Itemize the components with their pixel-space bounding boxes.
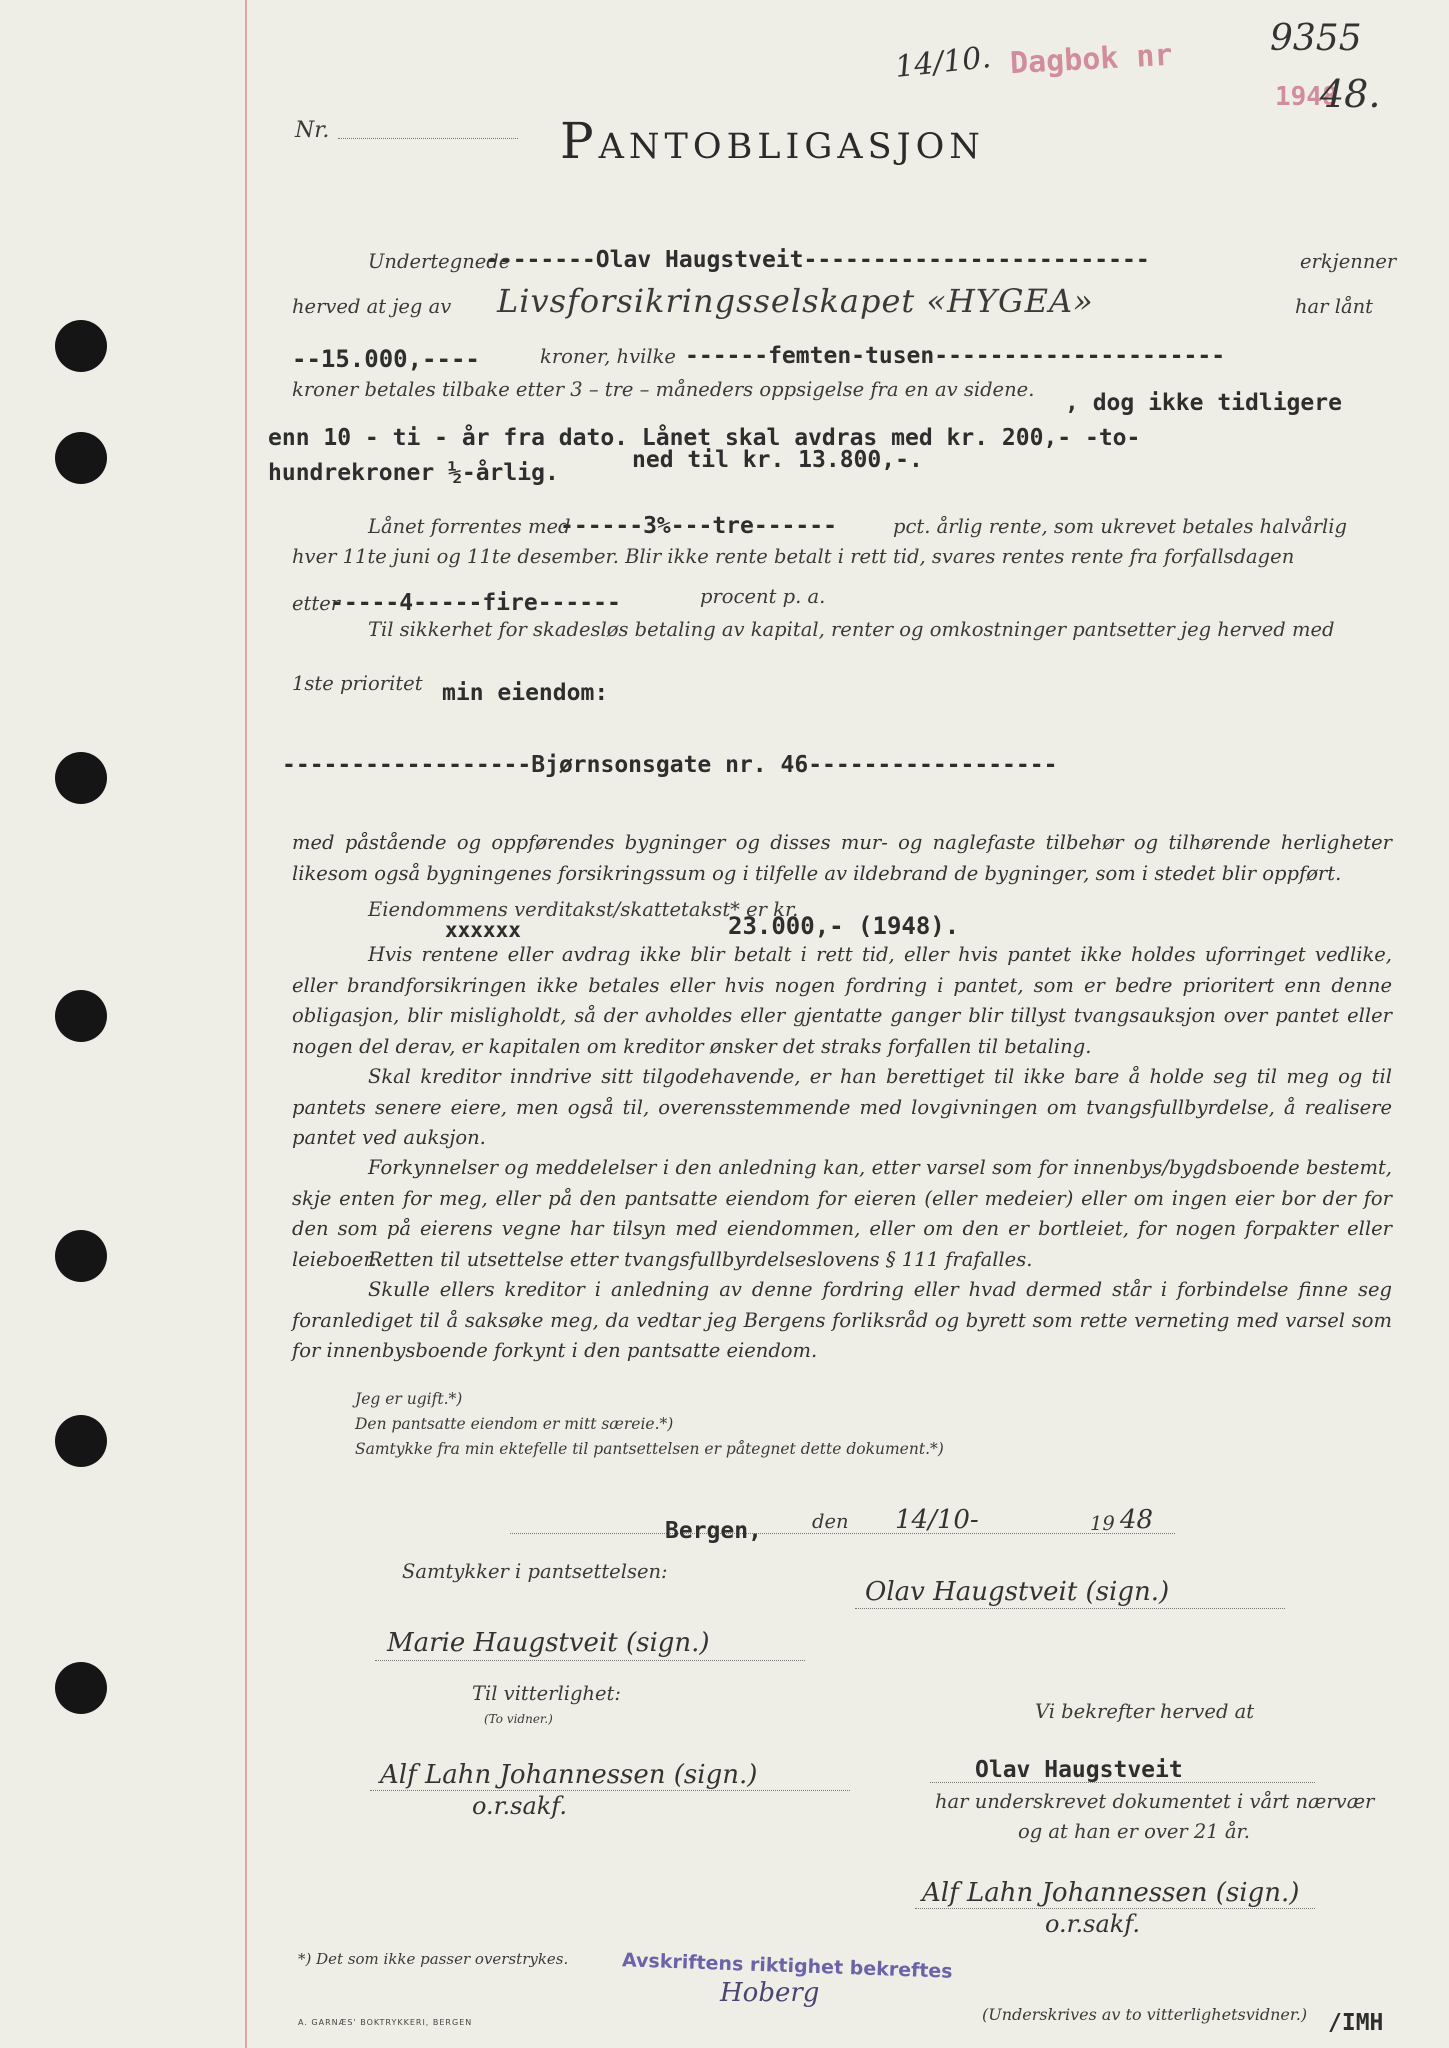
margin-rule [245,0,247,2048]
place-date-line [510,1533,1175,1534]
loan-amount: --15.000,---- [292,345,480,373]
witness-label: Til vitterlighet: [472,1682,621,1705]
property-intro: min eiendom: [442,680,609,706]
consent-label: Samtykker i pantsettelsen: [402,1560,668,1583]
valuation-label: Eiendommens verditakst/skattetakst* er kr. [368,898,799,921]
amount-in-words: ------femten-tusen--------------------- [685,343,1226,369]
herved-label: herved at jeg av [292,295,452,318]
prioritet-label: 1ste prioritet [292,672,423,695]
stamp-signature: Hoberg [720,1978,820,2008]
punch-hole [55,1230,107,1282]
witness2-signature: Alf Lahn Johannessen (sign.) [922,1878,1300,1908]
lender-name: Livsforsikringsselskapet «HYGEA» [497,282,1094,320]
paragraph-buildings: med påstående og oppførendes bygninger og disses mur- og naglefaste tilbehør og tilhørende herligheter likesom også bygningenes forsikringssum og i tilfelle av ildebrand de bygninger, som i stedet blir oppført. [292,831,1392,885]
confirm-text-2: og at han er over 21 år. [1018,1820,1250,1843]
confirm-name-line [930,1782,1315,1783]
printer-credit: A. GARNÆS' BOKTRYKKERI, BERGEN [298,2018,473,2027]
interest-rate: ------3%---tre------ [560,513,837,539]
typed-clause-1: , dog ikke tidligere [1065,390,1342,416]
typed-clause-4: ned til kr. 13.800,-. [632,447,923,473]
certification-stamp: Avskriftens riktighet bekreftes [621,1949,953,1983]
valuation-value: 23.000,- (1948). [728,912,960,940]
year-suffix: 48 [1120,1505,1154,1535]
punch-hole [55,320,107,372]
dagbok-stamp: Dagbok nr [1009,37,1174,82]
spouse-signature: Marie Haugstveit (sign.) [387,1628,710,1658]
kroner-hvilke-text: kroner, hvilke [540,345,676,368]
stamp-year: 1948 [1275,82,1338,112]
property-address: ------------------Bjørnsonsgate nr. 46------------------ [282,752,1058,778]
witness-note: (Underskrives av to vitterlighetsvidner.) [982,2005,1308,2024]
signing-place: Bergen, [665,1518,762,1544]
erkjenner-text: erkjenner [1300,250,1397,273]
witness1-signature: Alf Lahn Johannessen (sign.) [380,1760,758,1790]
debtor-name: --------Olav Haugstveit------------------------- [485,247,1150,273]
undertegnede-label: Undertegnede [368,250,511,273]
paragraph-venue: Skulle ellers kreditor i anledning av denne fordring eller hvad dermed står i forbindelse finne seg foranlediget til å saksøke meg, da vedtar jeg Bergens forliksråd og byrett som rette verneting med varsel som for innenbysboende forkynt i den pantsatte eiendom. [292,1278,1392,1362]
typed-clause-2: enn 10 - ti - år fra dato. Lånet skal avdras med kr. 200,- -to- [268,425,1141,451]
year-prefix: 19 [1090,1512,1115,1535]
paragraph-notices: Forkynnelser og meddelelser i den anledning kan, etter varsel som for innenbys/bygdsboende bestemt, skje enten for meg, eller på den pantsatte eiendom for eieren (eller medeier) eller om ingen eier bor der for den som på eierens vegne har tilsyn med eiendommen, eller om den er bortleiet, for nogen forpakter eller leieboer. [292,1156,1392,1271]
debtor-signature: Olav Haugstveit (sign.) [865,1577,1170,1607]
handwritten-number: 9355 [1270,18,1362,59]
spouse-signature-line [375,1660,805,1661]
witness1-line [370,1790,850,1791]
typed-clause-3: hundrekroner ½-årlig. [268,460,559,486]
procent-label: procent p. a. [700,585,826,608]
declaration-spouse-consent: Samtykke fra min ektefelle til pantsettelsen er påtegnet dette dokument.*) [355,1440,944,1458]
signing-date: 14/10- [895,1505,979,1535]
witness-sub: (To vidner.) [484,1712,553,1726]
nr-line [338,138,518,139]
security-text: Til sikkerhet for skadesløs betaling av kapital, renter og omkostninger pantsetter jeg herved med [368,618,1335,641]
penalty-rate: -----4-----fire------ [330,590,621,616]
witness2-line [915,1908,1315,1909]
punch-hole [55,1415,107,1467]
document-title: Pantobligasjon [560,112,985,170]
confirm-label: Vi bekrefter herved at [1035,1700,1255,1723]
den-label: den [812,1510,849,1533]
handwritten-date: 14/10. [893,40,993,85]
punch-hole [55,432,107,484]
paragraph-enforcement: Skal kreditor inndrive sitt tilgodehavende, er han berettiget til ikke bare å holde seg til meg og til pantets senere eiere, men også til, overensstemmende med lovgivningen om tvangsfullbyrdelse, å realisere pantet ved auksjon. [292,1065,1392,1149]
interest-dates: hver 11te juni og 11te desember. Blir ikke rente betalt i rett tid, svares rentes rente fra forfallsdagen [292,545,1295,568]
nr-label: Nr. [295,118,330,143]
handwritten-year: 48. [1320,72,1381,116]
confirm-name: Olav Haugstveit [975,1757,1183,1783]
interest-terms: pct. årlig rente, som ukrevet betales halvårlig [893,515,1348,538]
paragraph-deferral: Retten til utsettelse etter tvangsfullbyrdelseslovens § 111 frafalles. [368,1248,1033,1271]
confirm-text-1: har underskrevet dokumentet i vårt nærvær [935,1790,1375,1813]
declaration-separate-property: Den pantsatte eiendom er mitt særeie.*) [355,1415,674,1433]
witness2-title: o.r.sakf. [1045,1910,1140,1938]
typist-initials: /IMH [1328,2010,1384,2036]
declaration-unmarried: Jeg er ugift.*) [355,1390,463,1408]
har-lant-text: har lånt [1295,295,1373,318]
debtor-signature-line [855,1608,1285,1609]
punch-hole [55,752,107,804]
repay-terms: kroner betales tilbake etter 3 – tre – måneders oppsigelse fra en av sidene. [292,378,1035,401]
valuation-strike: xxxxxx [445,918,521,942]
etter-label: etter [292,592,341,615]
paragraph-default: Hvis rentene eller avdrag ikke blir betalt i rett tid, eller hvis pantet ikke holdes uforringet vedlike, eller brandforsikringen ikke betales eller hvis nogen fordring i pantet, som er bedre prioritert enn denne obligasjon, blir misligholdt, så der avholdes eller gjentatte ganger blir tillyst tvangsauksjon over pantet eller nogen del derav, er kapitalen om kreditor ønsker det straks forfallen til betaling. [292,943,1392,1058]
punch-hole [55,990,107,1042]
footnote: *) Det som ikke passer overstrykes. [298,1950,569,1968]
punch-hole [55,1662,107,1714]
witness1-title: o.r.sakf. [472,1792,567,1820]
interest-label: Lånet forrentes med [368,515,571,538]
